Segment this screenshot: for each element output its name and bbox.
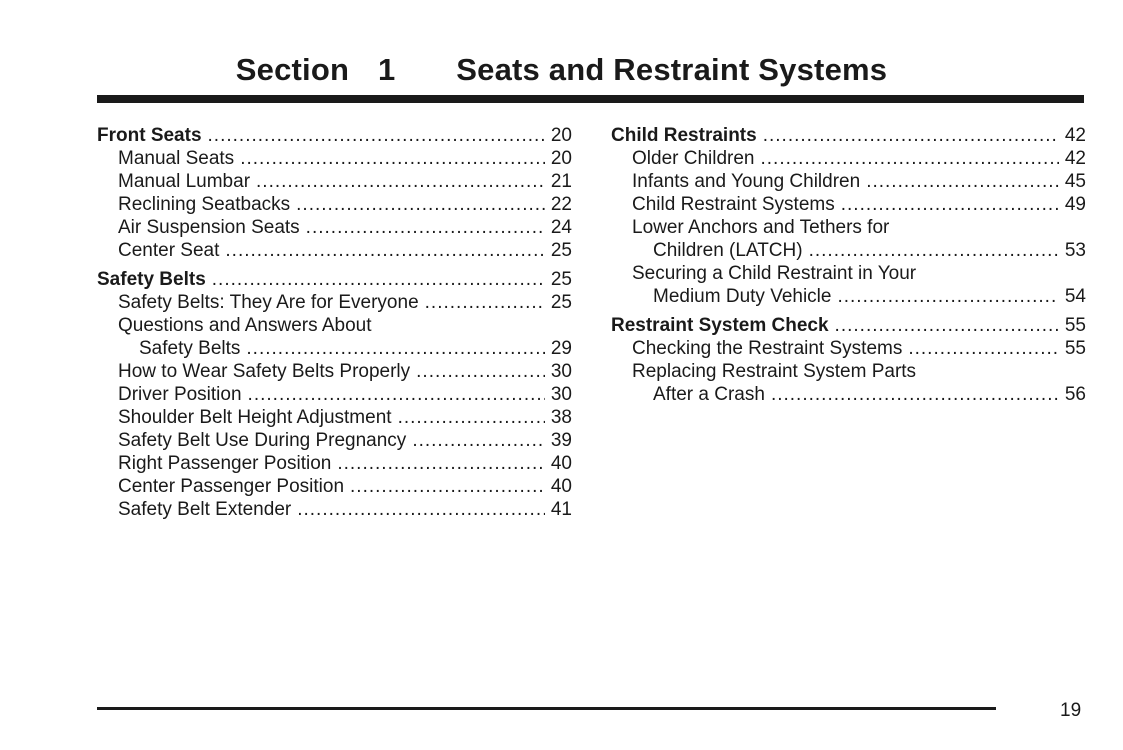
toc-entry-page: 42 (1064, 148, 1086, 169)
toc-entry-page: 21 (550, 171, 572, 192)
toc-entry-page: 39 (550, 430, 572, 451)
dot-leader (350, 475, 545, 498)
page-title (0, 52, 1123, 88)
toc-entry-page: 29 (550, 338, 572, 359)
toc-entry-label: Older Children (632, 148, 755, 169)
section-title: Seats and Restraint Systems (456, 52, 888, 87)
dot-leader (412, 429, 545, 452)
toc-group (611, 124, 1086, 308)
toc-entry-label: Reclining Seatbacks (118, 194, 291, 215)
toc-entry-label: Lower Anchors and Tethers for (632, 217, 890, 238)
toc-entry[interactable] (97, 216, 572, 239)
toc-entry[interactable] (611, 170, 1086, 193)
toc-entry-page: 55 (1064, 338, 1086, 359)
dot-leader (212, 268, 545, 291)
dot-leader (763, 124, 1059, 147)
page-number: 19 (1060, 700, 1082, 721)
toc-entry-label: Safety Belts (97, 269, 206, 290)
dot-leader (296, 193, 545, 216)
toc-entry-page: 49 (1064, 194, 1086, 215)
toc-entry[interactable] (97, 452, 572, 475)
toc-entry-page: 25 (550, 269, 572, 290)
dot-leader (425, 291, 545, 314)
toc-entry-label: Front Seats (97, 125, 202, 146)
toc-entry[interactable] (97, 170, 572, 193)
toc-entry[interactable] (97, 475, 572, 498)
toc-entry-label: Safety Belt Use During Pregnancy (118, 430, 407, 451)
toc-entry-page: 54 (1064, 286, 1086, 307)
toc-entry-label: Manual Lumbar (118, 171, 251, 192)
toc-entry-label: Safety Belts (139, 338, 241, 359)
toc-entry[interactable] (611, 337, 1086, 360)
toc-entry-label: Questions and Answers About (118, 315, 372, 336)
toc-entry-label: Securing a Child Restraint in Your (632, 263, 917, 284)
section-label: Section (235, 52, 350, 87)
dot-leader (771, 383, 1059, 406)
toc-entry-label: Child Restraint Systems (632, 194, 835, 215)
toc-entry[interactable] (97, 193, 572, 216)
toc-heading[interactable] (611, 124, 1086, 147)
toc-entry-page: 25 (550, 292, 572, 313)
toc-entry[interactable] (611, 193, 1086, 216)
toc-entry (97, 314, 572, 337)
toc-entry-page: 45 (1064, 171, 1086, 192)
section-number: 1 (377, 52, 396, 87)
dot-leader (908, 337, 1059, 360)
toc-column-left (97, 124, 572, 527)
toc-entry[interactable] (611, 147, 1086, 170)
toc-entry[interactable] (611, 285, 1086, 308)
toc-entry (611, 262, 1086, 285)
toc-entry[interactable] (97, 360, 572, 383)
dot-leader (256, 170, 545, 193)
dot-leader (208, 124, 545, 147)
toc-entry-label: Child Restraints (611, 125, 757, 146)
toc-entry[interactable] (97, 429, 572, 452)
toc-entry-page: 40 (550, 476, 572, 497)
toc-entry-label: Checking the Restraint Systems (632, 338, 903, 359)
dot-leader (809, 239, 1059, 262)
toc-heading[interactable] (97, 124, 572, 147)
header-rule (97, 95, 1084, 103)
dot-leader (297, 498, 545, 521)
toc-entry[interactable] (611, 239, 1086, 262)
toc-entry-page: 55 (1064, 315, 1086, 336)
toc-heading[interactable] (611, 314, 1086, 337)
toc-entry-page: 25 (550, 240, 572, 261)
toc-entry-page: 20 (550, 125, 572, 146)
toc-entry-page: 38 (550, 407, 572, 428)
toc-entry-label: Infants and Young Children (632, 171, 861, 192)
toc-entry-page: 30 (550, 361, 572, 382)
dot-leader (246, 337, 544, 360)
toc-entry-label: Shoulder Belt Height Adjustment (118, 407, 392, 428)
toc-entry-page: 56 (1064, 384, 1086, 405)
toc-entry-label: Driver Position (118, 384, 242, 405)
toc-entry-label: Children (LATCH) (653, 240, 803, 261)
footer-rule (97, 707, 996, 710)
dot-leader (837, 285, 1058, 308)
toc-entry-label: How to Wear Safety Belts Properly (118, 361, 411, 382)
toc-entry-page: 20 (550, 148, 572, 169)
toc-column-right (611, 124, 1086, 412)
dot-leader (306, 216, 545, 239)
toc-entry-label: After a Crash (653, 384, 765, 405)
dot-leader (835, 314, 1059, 337)
dot-leader (416, 360, 545, 383)
dot-leader (761, 147, 1059, 170)
toc-entry-label: Manual Seats (118, 148, 235, 169)
dot-leader (225, 239, 544, 262)
toc-entry-page: 30 (550, 384, 572, 405)
toc-entry[interactable] (97, 337, 572, 360)
toc-entry-label: Replacing Restraint System Parts (632, 361, 917, 382)
toc-entry[interactable] (97, 239, 572, 262)
toc-heading[interactable] (97, 268, 572, 291)
dot-leader (240, 147, 545, 170)
toc-entry-page: 41 (550, 499, 572, 520)
toc-group (97, 268, 572, 521)
dot-leader (337, 452, 545, 475)
toc-entry[interactable] (97, 498, 572, 521)
toc-entry[interactable] (97, 147, 572, 170)
dot-leader (398, 406, 545, 429)
toc-entry-label: Medium Duty Vehicle (653, 286, 832, 307)
toc-group (611, 314, 1086, 406)
toc-entry-page: 42 (1064, 125, 1086, 146)
toc-entry-label: Right Passenger Position (118, 453, 332, 474)
dot-leader (866, 170, 1059, 193)
toc-entry-label: Safety Belt Extender (118, 499, 292, 520)
toc-entry[interactable] (97, 291, 572, 314)
dot-leader (248, 383, 545, 406)
toc-entry-label: Restraint System Check (611, 315, 829, 336)
toc-entry-page: 40 (550, 453, 572, 474)
dot-leader (841, 193, 1059, 216)
toc-group (97, 124, 572, 262)
toc-entry-page: 24 (550, 217, 572, 238)
toc-entry-label: Center Seat (118, 240, 220, 261)
toc-entry[interactable] (611, 383, 1086, 406)
toc-entry[interactable] (97, 406, 572, 429)
toc-entry-label: Air Suspension Seats (118, 217, 300, 238)
toc-entry-page: 22 (550, 194, 572, 215)
toc-entry-page: 53 (1064, 240, 1086, 261)
toc-entry-label: Center Passenger Position (118, 476, 345, 497)
toc-entry (611, 216, 1086, 239)
toc-entry[interactable] (97, 383, 572, 406)
toc-entry-label: Safety Belts: They Are for Everyone (118, 292, 419, 313)
toc-entry (611, 360, 1086, 383)
